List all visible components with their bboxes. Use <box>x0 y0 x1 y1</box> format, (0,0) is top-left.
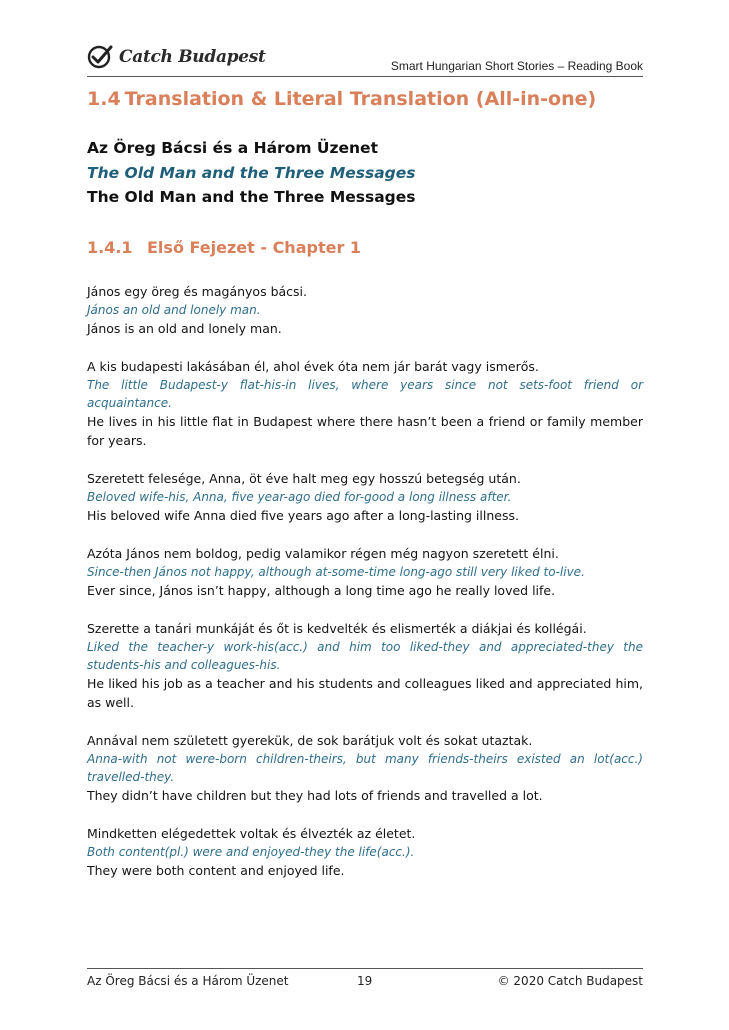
english-translation: János is an old and lonely man. <box>87 321 282 336</box>
checkmark-circle-icon <box>87 44 113 70</box>
paragraph <box>87 824 643 880</box>
logo-text: Catch Budapest <box>119 47 266 67</box>
story-title-hungarian: Az Öreg Bácsi és a Három Üzenet <box>87 139 378 157</box>
literal-translation: Since-then János not happy, although at-some-time long-ago still very liked to-live. <box>87 565 585 579</box>
paragraph <box>87 469 643 525</box>
english-translation: He lives in his little flat in Budapest where there hasn’t been a friend or family member for years. <box>87 414 643 448</box>
page-header <box>87 42 643 77</box>
subsection-number: 1.4.1 <box>87 238 133 257</box>
hungarian-sentence: Annával nem született gyerekük, de sok barátjuk volt és sokat utaztak. <box>87 733 533 748</box>
story-title-english: The Old Man and the Three Messages <box>87 188 416 206</box>
section-number: 1.4 <box>87 88 121 110</box>
hungarian-sentence: A kis budapesti lakásában él, ahol évek óta nem jár barát vagy ismerős. <box>87 359 539 374</box>
story-title-literal: The Old Man and the Three Messages <box>87 164 416 182</box>
hungarian-sentence: Mindketten elégedettek voltak és élvezték az életet. <box>87 826 416 841</box>
section-heading <box>87 88 596 110</box>
book-title: Smart Hungarian Short Stories – Reading Book <box>390 59 643 73</box>
story-title-block <box>87 136 416 209</box>
footer-story-title: Az Öreg Bácsi és a Három Üzenet <box>87 974 289 988</box>
literal-translation: Both content(pl.) were and enjoyed-they the life(acc.). <box>87 845 415 859</box>
copyright: © 2020 Catch Budapest <box>497 974 643 988</box>
literal-translation: Liked the teacher-y work-his(acc.) and him too liked-they and appreciated-they the students-his and colleagues-his. <box>87 640 643 672</box>
literal-translation: Anna-with not were-born children-theirs, but many friends-theirs existed an lot(acc.) travelled-they. <box>87 752 643 784</box>
logo <box>87 44 266 70</box>
section-title: Translation & Literal Translation (All-in-one) <box>124 88 597 110</box>
literal-translation: Beloved wife-his, Anna, five year-ago died for-good a long illness after. <box>87 490 512 504</box>
paragraph <box>87 282 643 338</box>
page-footer <box>87 968 643 991</box>
page-number: 19 <box>357 974 373 988</box>
hungarian-sentence: Azóta János nem boldog, pedig valamikor régen még nagyon szeretett élni. <box>87 546 559 561</box>
hungarian-sentence: János egy öreg és magányos bácsi. <box>87 284 307 299</box>
hungarian-sentence: Szeretett felesége, Anna, öt éve halt meg egy hosszú betegség után. <box>87 471 521 486</box>
literal-translation: János an old and lonely man. <box>87 303 261 317</box>
hungarian-sentence: Szerette a tanári munkáját és őt is kedvelték és elismerték a diákjai és kollégái. <box>87 621 587 636</box>
literal-translation: The little Budapest-y flat-his-in lives, where years since not sets-foot friend or acquaintance. <box>87 378 643 410</box>
english-translation: His beloved wife Anna died five years ago after a long-lasting illness. <box>87 508 519 523</box>
paragraph <box>87 731 643 805</box>
paragraph <box>87 619 643 712</box>
story-content <box>87 282 643 899</box>
subsection-heading <box>87 238 361 257</box>
english-translation: Ever since, János isn’t happy, although a long time ago he really loved life. <box>87 583 556 598</box>
paragraph <box>87 544 643 600</box>
english-translation: They were both content and enjoyed life. <box>87 863 345 878</box>
english-translation: He liked his job as a teacher and his students and colleagues liked and appreciated him, as well. <box>87 676 643 710</box>
paragraph <box>87 357 643 450</box>
english-translation: They didn’t have children but they had lots of friends and travelled a lot. <box>87 788 543 803</box>
subsection-title: Első Fejezet - Chapter 1 <box>147 238 362 257</box>
